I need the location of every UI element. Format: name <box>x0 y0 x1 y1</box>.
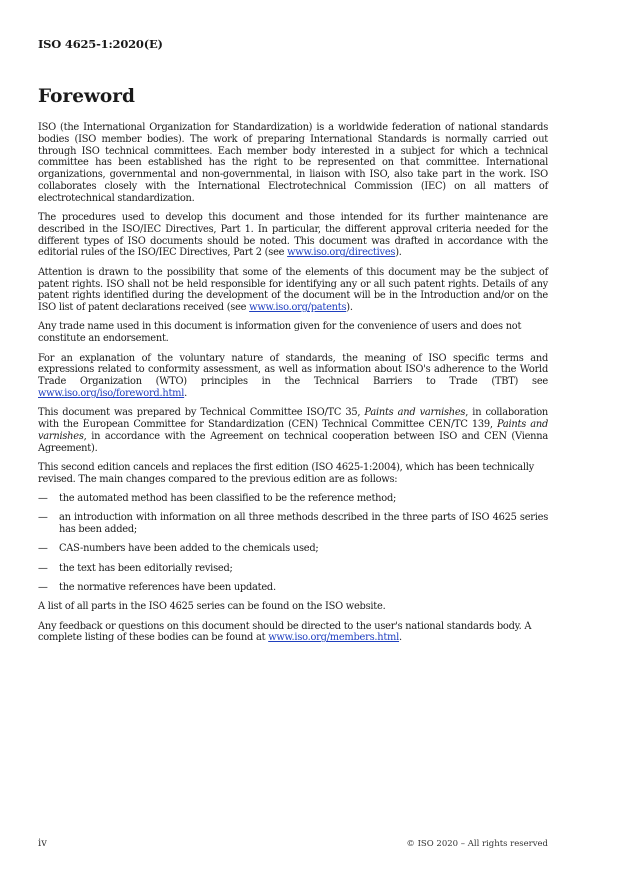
paragraph-feedback: Any feedback or questions on this document should be directed to the user's national standards body. A complete listing of these bodies can be found at www.iso.org/members.html. <box>38 620 532 644</box>
paragraph-voluntary-nature: For an explanation of the voluntary nature of standards, the meaning of ISO specific terms and expressions related to conformity assessment, as well as information about ISO's adherence to the World Trade Organization (WTO) principles in the Technical Barriers to Trade (TBT) see www.iso.org/iso/foreword.html. <box>38 352 548 399</box>
dash-bullet: — <box>38 493 48 505</box>
link-members[interactable]: www.iso.org/members.html <box>268 632 400 644</box>
paragraph-series-parts: A list of all parts in the ISO 4625 series can be found on the ISO website. <box>38 601 386 613</box>
paragraph-procedures: The procedures used to develop this document and those intended for its further maintenance are described in the ISO/IEC Directives, Part 1. In particular, the different approval criteria needed for the different types of ISO documents should be noted. This document was drafted in accordance with the editorial rules of the ISO/IEC Directives, Part 2 (see www.iso.org/directives). <box>38 212 548 259</box>
paragraph-trade-name: Any trade name used in this document is information given for the convenience of users and does not constitute an endorsement. <box>38 321 522 345</box>
link-directives[interactable]: www.iso.org/directives <box>287 247 396 259</box>
document-id-header: ISO 4625-1:2020(E) <box>38 37 163 51</box>
page-number: iv <box>38 838 47 849</box>
paragraph-committee: This document was prepared by Technical Committee ISO/TC 35, Paints and varnishes, in collaboration with the European Committee for Standardization (CEN) Technical Committee CEN/TC 139, Paints and varnishes, in accordance with the Agreement on technical cooperation between ISO and CEN (Vienna Agreement). <box>38 407 548 454</box>
page-title: Foreword <box>38 86 135 107</box>
paragraph-iso-intro: ISO (the International Organization for Standardization) is a worldwide federation of national standards bodies (ISO member bodies). The work of preparing International Standards is normally carried out through ISO technical committees. Each member body interested in a subject for which a technical committee has been established has the right to be represented on that committee. International organizations, governmental and non-governmental, in liaison with ISO, also take part in the work. ISO collaborates closely with the International Electrotechnical Commission (IEC) on all matters of electrotechnical standardization. <box>38 122 548 204</box>
link-patents[interactable]: www.iso.org/patents <box>249 302 347 314</box>
copyright-notice: © ISO 2020 – All rights reserved <box>406 839 548 849</box>
link-foreword[interactable]: www.iso.org/iso/foreword.html <box>38 387 185 399</box>
list-item: — the automated method has been classified to be the reference method; <box>38 493 397 505</box>
changes-list <box>38 493 548 594</box>
foreword-body <box>38 122 548 652</box>
list-item: — the text has been editorially revised; <box>38 562 233 574</box>
dash-bullet: — <box>38 562 48 574</box>
list-item: — CAS-numbers have been added to the chemicals used; <box>38 543 319 555</box>
paragraph-second-edition: This second edition cancels and replaces the first edition (ISO 4625-1:2004), which has been technically revised. The main changes compared to the previous edition are as follows: <box>38 461 534 485</box>
dash-bullet: — <box>38 512 48 524</box>
paragraph-patents: Attention is drawn to the possibility that some of the elements of this document may be the subject of patent rights. ISO shall not be held responsible for identifying any or all such patent rights. Details of any patent rights identified during the development of the document will be in the Introduction and/or on the ISO list of patent declarations received (see www.iso.org/patents). <box>38 266 548 314</box>
dash-bullet: — <box>38 543 48 555</box>
dash-bullet: — <box>38 582 48 593</box>
list-item: — an introduction with information on all three methods described in the three parts of ISO 4625 series has been added; <box>38 512 548 536</box>
list-item: — the normative references have been updated. <box>38 582 276 593</box>
